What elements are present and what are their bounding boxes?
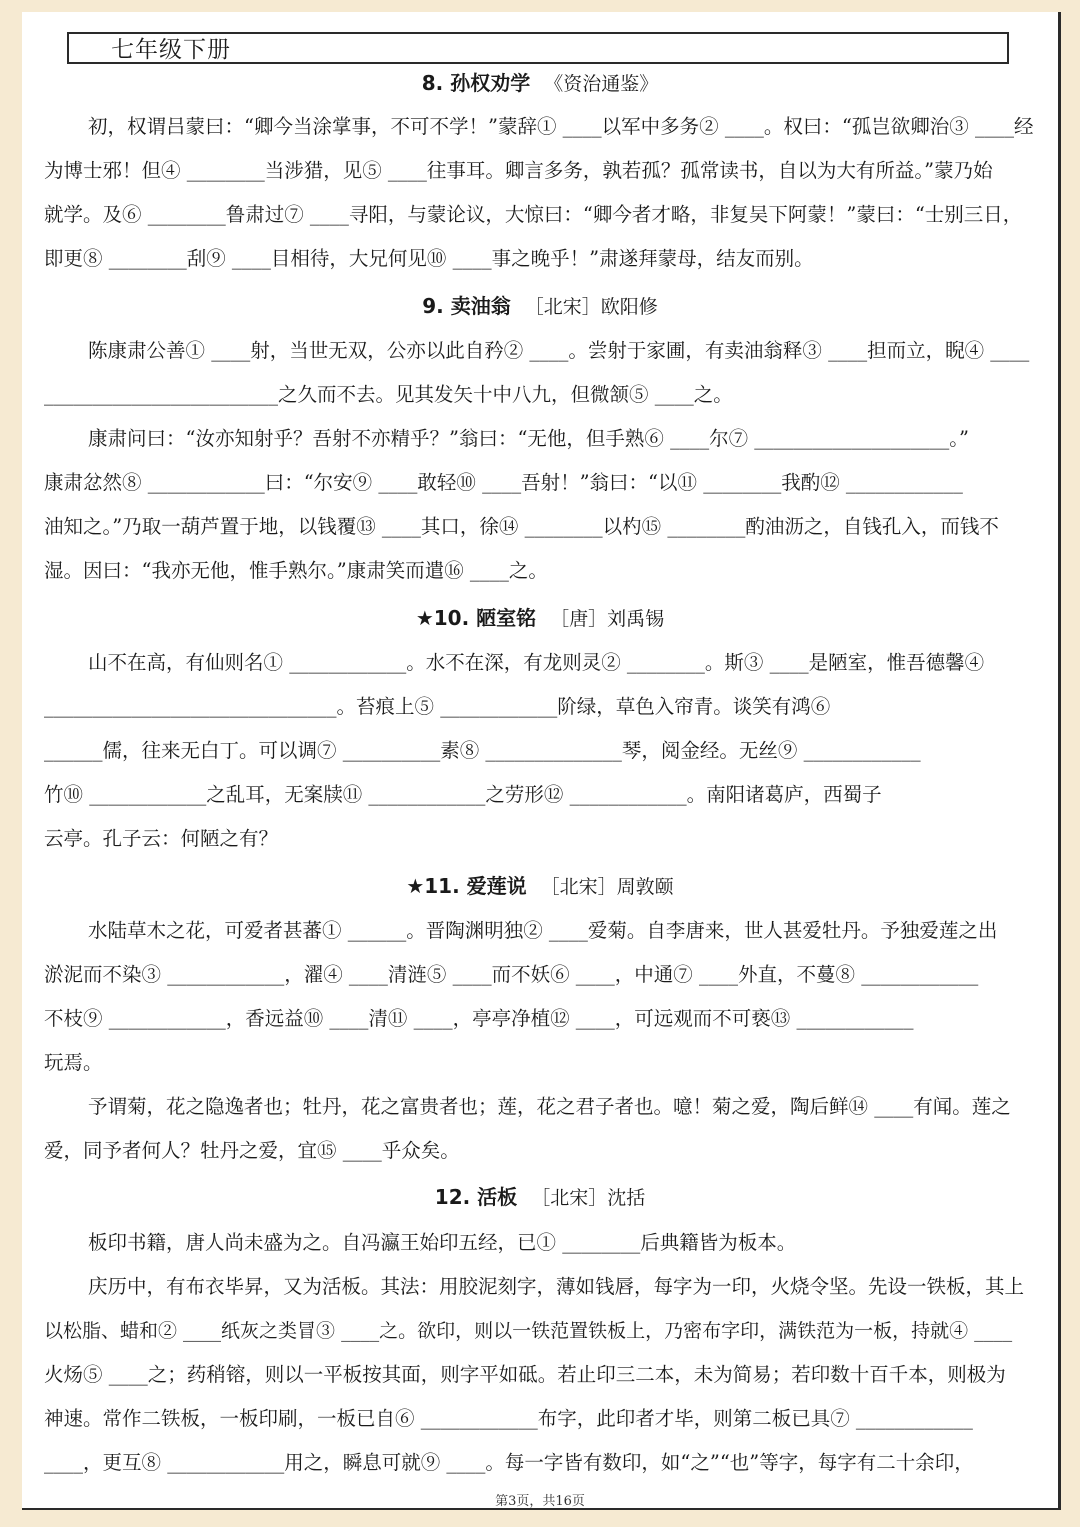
section-11-name: ★11. 爱莲说 [406, 874, 527, 898]
section-12-title [22, 1183, 1058, 1212]
worksheet-page [22, 12, 1061, 1510]
s9-line-1: 陈康肃公善① ____射，当世无双，公亦以此自矜② ____。尝射于家圃，有卖油翁释③ ____担而立，睨④ ____ [88, 339, 1030, 362]
grade-header: 七年级下册 [67, 32, 1009, 64]
section-9-title [22, 292, 1058, 321]
s11-line-5: 予谓菊，花之隐逸者也；牡丹，花之富贵者也；莲，花之君子者也。噫！菊之爱，陶后鲜⑭ ____有闻。莲之 [88, 1095, 1011, 1118]
section-10-title [22, 604, 1058, 633]
s12-line-6: ____，更互⑧ ____________用之，瞬息可就⑨ ____。每一字皆有数印，如“之”“也”等字，每字有二十余印， [44, 1451, 974, 1474]
s9-line-4: 康肃忿然⑧ ____________曰：“尔安⑨ ____敢轻⑩ ____吾射！”翁曰：“以⑪ ________我酌⑫ ____________ [44, 471, 963, 494]
s12-line-1: 板印书籍，唐人尚未盛为之。自冯瀛王始印五经，已① ________后典籍皆为板本。 [88, 1231, 797, 1254]
s10-line-3: ______儒，往来无白丁。可以调⑦ __________素⑧ ______________琴，阅金经。无丝⑨ ____________ [44, 739, 921, 762]
s10-line-1: 山不在高，有仙则名① ____________。水不在深，有龙则灵② ________。斯③ ____是陋室，惟吾德馨④ [88, 651, 985, 674]
section-10-author: ［唐］刘禹锡 [550, 608, 665, 630]
section-11-title [22, 872, 1058, 901]
s10-line-5: 云亭。孔子云：何陋之有？ [44, 827, 279, 850]
s12-line-5: 神速。常作二铁板，一板印刷，一板已自⑥ ____________布字，此印者才毕，则第二板已具⑦ ____________ [44, 1407, 973, 1430]
s11-line-4: 玩焉。 [44, 1051, 103, 1074]
s12-line-2: 庆历中，有布衣毕昇，又为活板。其法：用胶泥刻字，薄如钱唇，每字为一印，火烧令坚。先设一铁板，其上 [88, 1275, 1025, 1298]
s11-line-6: 爱，同予者何人？牡丹之爱，宜⑮ ____乎众矣。 [44, 1139, 460, 1162]
s11-line-2: 淤泥而不染③ ____________，濯④ ____清涟⑤ ____而不妖⑥ ____，中通⑦ ____外直，不蔓⑧ ____________ [44, 963, 979, 986]
s9-line-3: 康肃问曰：“汝亦知射乎？吾射不亦精乎？”翁曰：“无他，但手熟⑥ ____尔⑦ ____________________。” [88, 427, 970, 450]
section-11-author: ［北宋］周敦颐 [540, 876, 674, 898]
s11-line-1: 水陆草木之花，可爱者甚蕃① ______。晋陶渊明独② ____爱菊。自李唐来，世人甚爱牡丹。予独爱莲之出 [88, 919, 998, 942]
s8-line-4: 即更⑧ ________刮⑨ ____目相待，大兄何见⑩ ____事之晚乎！”肃遂拜蒙母，结友而别。 [44, 247, 814, 270]
s9-line-5: 油知之。”乃取一葫芦置于地，以钱覆⑬ ____其口，徐⑭ ________以杓⑮ ________酌油沥之，自钱孔入，而钱不 [44, 515, 999, 538]
section-8-name: 8. 孙权劝学 [421, 71, 531, 95]
page-number: 第3页，共16页 [495, 1494, 585, 1509]
section-9-author: ［北宋］欧阳修 [524, 296, 658, 318]
s12-line-4: 火炀⑤ ____之；药稍镕，则以一平板按其面，则字平如砥。若止印三二本，未为简易；若印数十百千本，则极为 [44, 1363, 1006, 1386]
s10-line-2: ______________________________。苔痕上⑤ ____________阶绿，草色入帘青。谈笑有鸿⑥ [44, 695, 831, 718]
section-12-author: ［北宋］沈括 [531, 1187, 646, 1209]
s8-line-2: 为博士邪！但④ ________当涉猎，见⑤ ____往事耳。卿言多务，孰若孤？孤常读书，自以为大有所益。”蒙乃始 [44, 159, 993, 182]
section-9-name: 9. 卖油翁 [422, 294, 511, 318]
section-10-name: ★10. 陋室铭 [415, 606, 537, 630]
section-8-title [22, 69, 1058, 98]
s8-line-1: 初，权谓吕蒙曰：“卿今当涂掌事，不可不学！”蒙辞① ____以军中多务② ____。权曰：“孤岂欲卿治③ ____经 [88, 115, 1034, 138]
s9-line-2: ________________________之久而不去。见其发矢十中八九，但微颔⑤ ____之。 [44, 383, 733, 406]
s11-line-3: 不枝⑨ ____________，香远益⑩ ____清⑪ ____，亭亭净植⑫ ____，可远观而不可亵⑬ ____________ [44, 1007, 914, 1030]
section-12-name: 12. 活板 [434, 1185, 518, 1209]
section-8-author: 《资治通鉴》 [544, 73, 659, 95]
s8-line-3: 就学。及⑥ ________鲁肃过⑦ ____寻阳，与蒙论议，大惊曰：“卿今者才略，非复吴下阿蒙！”蒙曰：“士别三日， [44, 203, 1023, 226]
s9-line-6: 湿。因曰：“我亦无他，惟手熟尔。”康肃笑而遣⑯ ____之。 [44, 559, 548, 582]
s12-line-3: 以松脂、蜡和② ____纸灰之类冒③ ____之。欲印，则以一铁范置铁板上，乃密布字印，满铁范为一板，持就④ ____ [44, 1320, 1013, 1342]
s10-line-4: 竹⑩ ____________之乱耳，无案牍⑪ ____________之劳形⑫ ____________。南阳诸葛庐，西蜀子 [44, 783, 882, 806]
